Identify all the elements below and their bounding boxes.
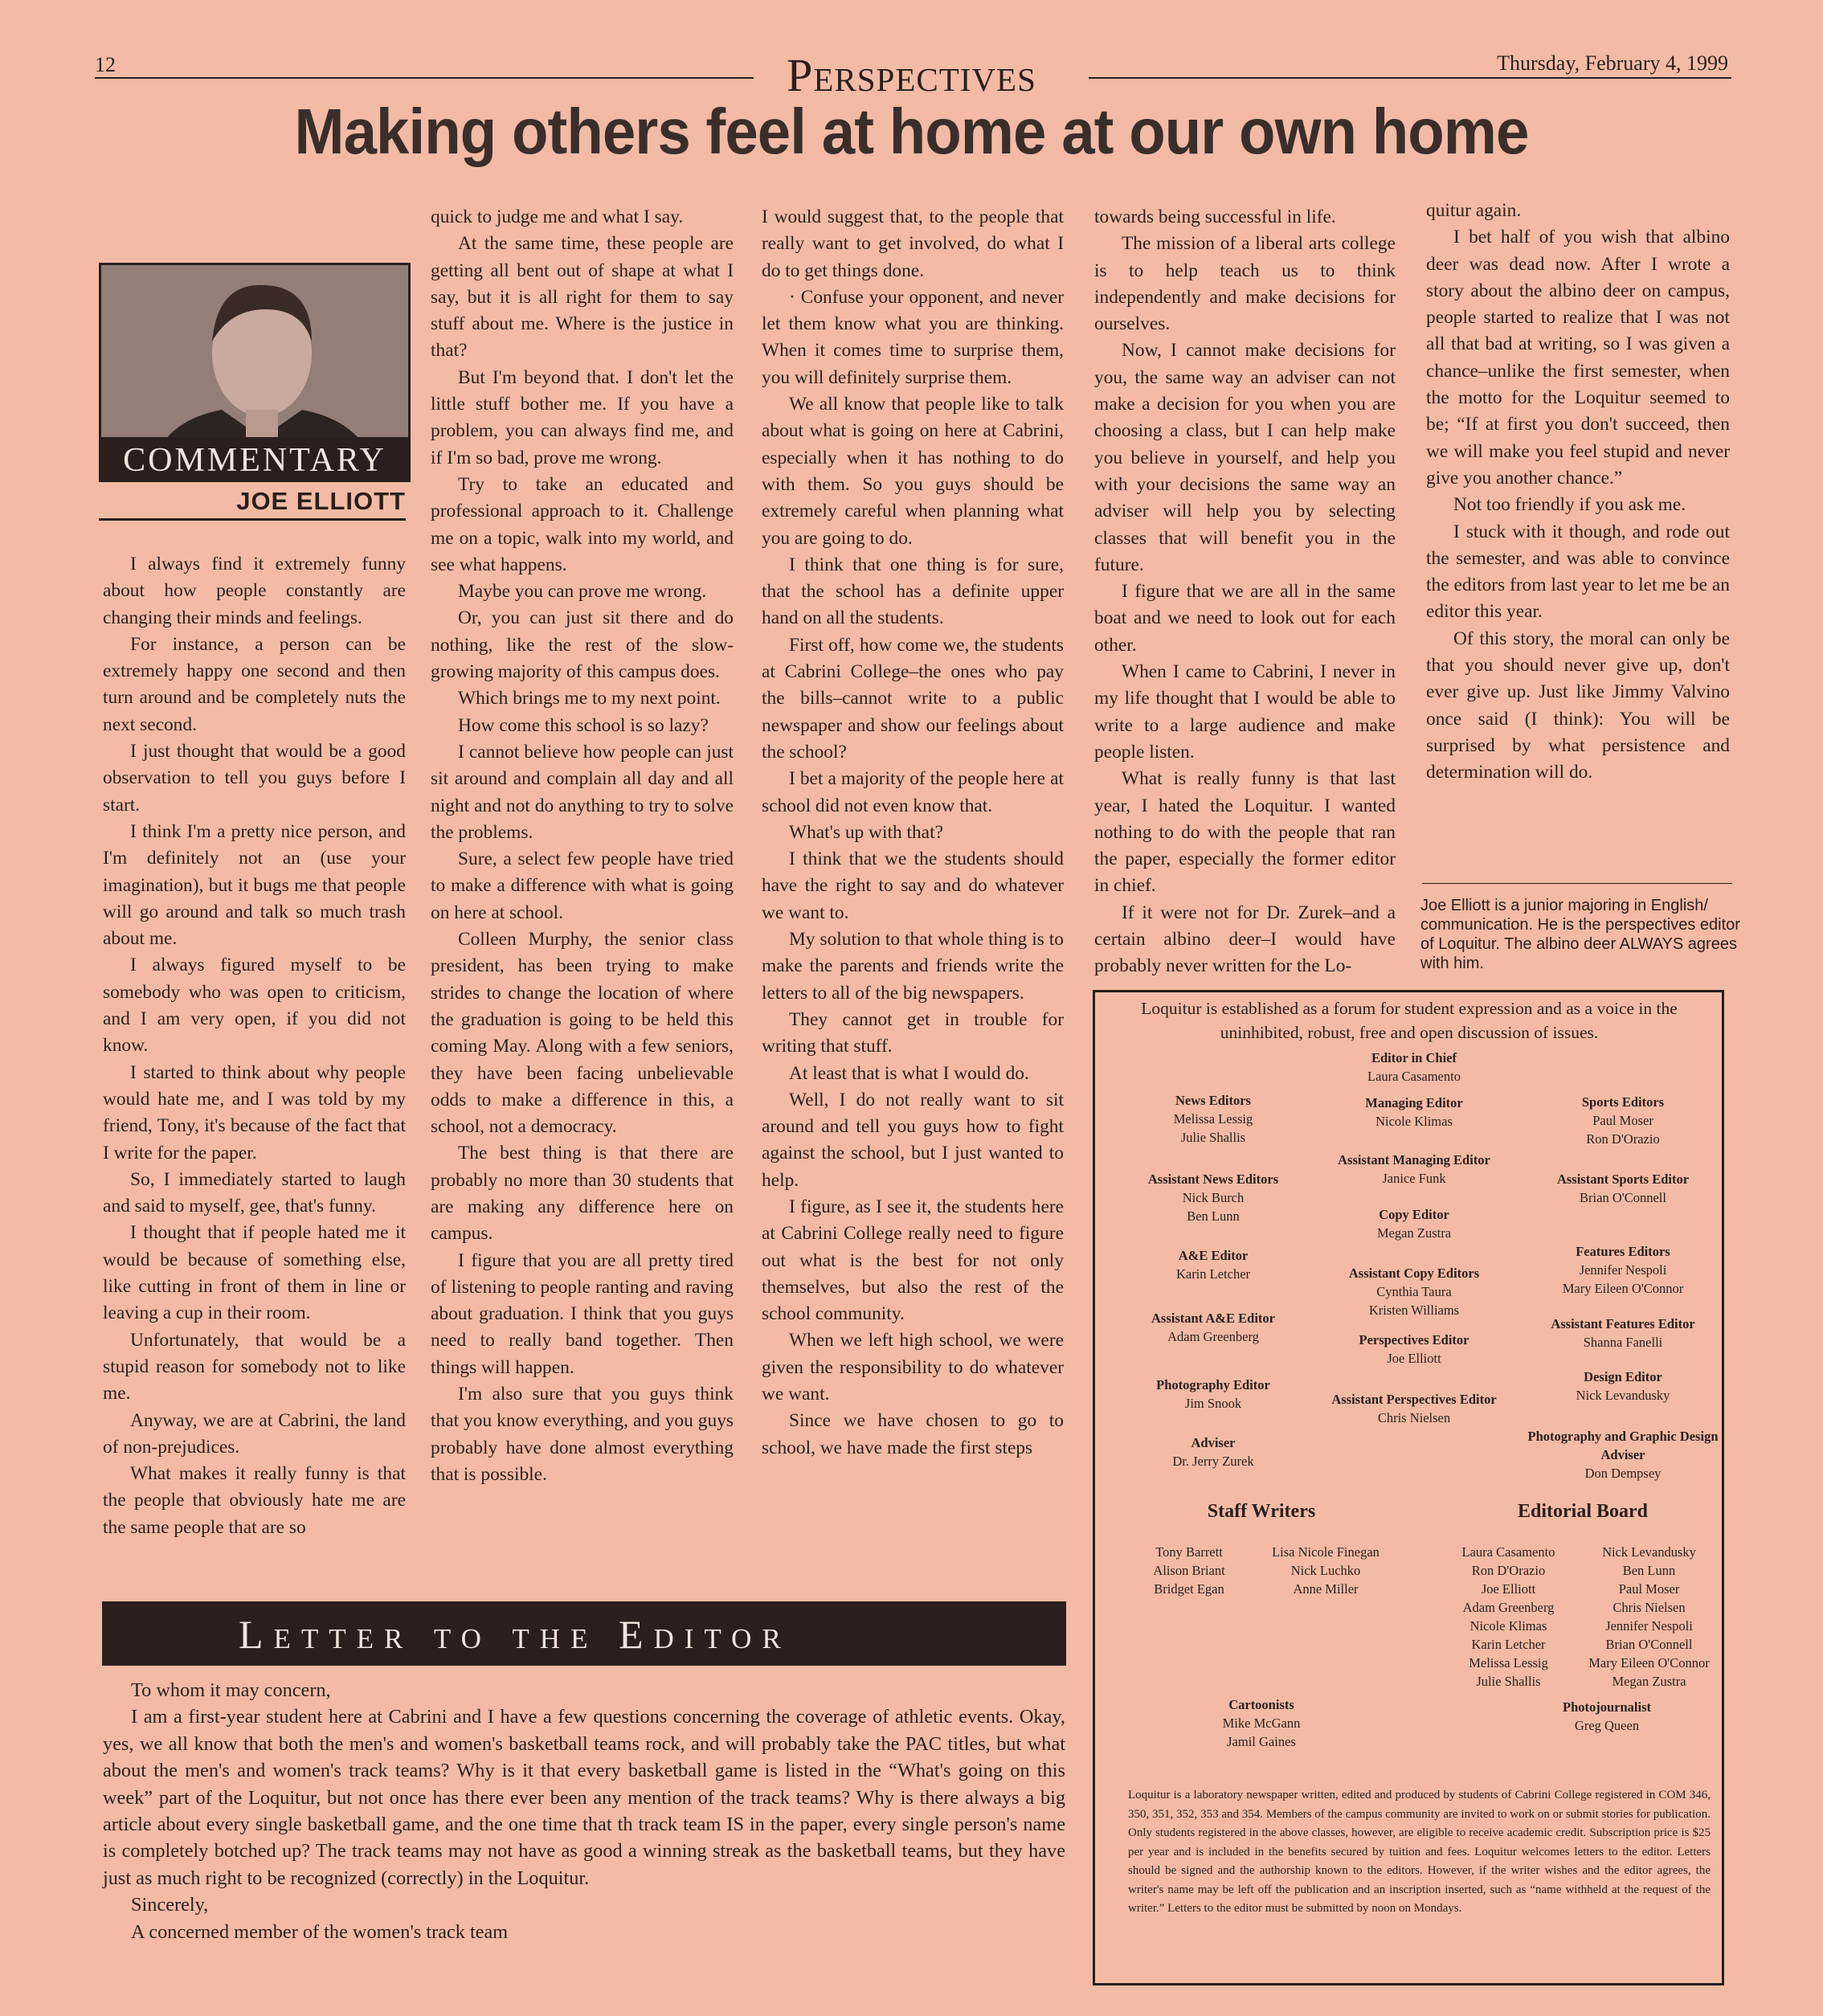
article-paragraph: Since we have chosen to go to school, we have made the first steps xyxy=(762,1410,1064,1458)
editorial-board-col2: Nick Levandusky Ben Lunn Paul Moser Chris Nielsen Jennifer Nespoli Brian O'Connell Mary Eileen O'Connor Megan Zustra xyxy=(1588,1544,1710,1689)
mh-ae: A&E Editor Karin Letcher xyxy=(1175,1248,1251,1282)
article-paragraph: I figure that you are all pretty tired of listening to people ranting and raving about graduation. I think that you guys need to really band together. Then things will happen. xyxy=(431,1249,734,1378)
article-paragraph: I always figured myself to be somebody who was open to criticism, and I am very open, if you did not know. xyxy=(103,955,406,1057)
article-paragraph: I think that we the students should have the right to say and do whatever we want to. xyxy=(762,849,1064,923)
article-paragraph: I'm also sure that you guys think that you know everything, and you guys probably have done almost everything that is possible. xyxy=(431,1384,734,1485)
article-paragraph: Colleen Murphy, the senior class president, has been trying to make strides to change the location of where the graduation is going to be held this coming May. Along with a few seniors, they have been facing unbelievable odds to make a difference in this, a school, not a democracy. xyxy=(431,929,734,1138)
article-column-3 xyxy=(762,204,1064,1462)
article-paragraph: Anyway, we are at Cabrini, the land of non-prejudices. xyxy=(103,1409,406,1458)
article-paragraph: I thought that if people hated me it would be because of something else, like cutting in front of them in line or leaving a cup in their room. xyxy=(103,1222,406,1324)
letter-text: I am a first-year student here at Cabrini and I have a few questions concerning the coverage of athletic events. Okay, yes, we all know that both the men's and women's basketball teams rock, and will probably take the PAC titles, but what about the men's and women's track teams? Why is it that every basketball game is listed in the “What's going on this week” part of the Loquitur, but not once has there ever been any mention of the track teams? Why is there always a big article about every single basketball game, and the one time that th track team IS in the paper, every single person's name is completely botched up? The track teams may not have as good a winning streak as the basketball teams, but they have just as much right to be recognized (correctly) in the Loquitur. xyxy=(103,1706,1065,1889)
article-paragraph: When I came to Cabrini, I never in my life thought that I would be able to write to a large audience and make people listen. xyxy=(1094,661,1396,763)
article-paragraph: If it were not for Dr. Zurek–and a certain albino deer–I would have probably never written for the Lo- xyxy=(1094,902,1396,977)
article-paragraph: The mission of a liberal arts college is to help teach us to think independently and make decisions for ourselves. xyxy=(1094,233,1396,335)
headline: Making others feel at home at our own home xyxy=(294,96,1529,167)
article-paragraph: Of this story, the moral can only be that you should never give up, don't ever give up. Just like Jimmy Valvino once said (I think): You will be surprised by what persistence and determination will do. xyxy=(1426,628,1730,783)
mh-sports: Sports Editors Paul Moser Ron D'Orazio xyxy=(1581,1094,1665,1147)
editorial-board-title: Editorial Board xyxy=(1517,1501,1648,1522)
article-paragraph: Not too friendly if you ask me. xyxy=(1453,494,1686,516)
article-paragraph: I think that one thing is for sure, that the school has a definite upper hand on all the students. xyxy=(762,554,1064,629)
article-paragraph: towards being successful in life. xyxy=(1094,207,1336,227)
article-paragraph: Unfortunately, that would be a stupid reason for somebody not to like me. xyxy=(103,1329,406,1405)
letter-salutation: To whom it may concern, xyxy=(131,1679,331,1701)
mh-photography: Photography Editor Jim Snook xyxy=(1156,1377,1270,1411)
article-column-4 xyxy=(1094,204,1396,980)
article-paragraph: I stuck with it though, and rode out the semester, and was able to convince the editors from last year to let me be an editor this year. xyxy=(1426,521,1730,623)
issue-date: Thursday, February 4, 1999 xyxy=(1497,51,1728,75)
commentary-label: COMMENTARY xyxy=(99,437,411,482)
article-paragraph: I bet half of you wish that albino deer was dead now. After I wrote a story about the albino deer on campus, people started to realize that I was not all that bad at writing, so I was given a chance–unlike the first semester, when the motto for the Loquitur seemed to be; “If at first you don't succeed, then we will make you feel stupid and never give you another chance.” xyxy=(1426,227,1730,489)
letter-banner: Letter to the Editor xyxy=(102,1601,1066,1666)
article-column-5 xyxy=(1426,198,1730,787)
byline-rule xyxy=(99,518,406,521)
article-paragraph: · Confuse your opponent, and never let them know what you are thinking. When it comes time to surprise them, you will definitely surprise them. xyxy=(762,286,1064,388)
article-paragraph: I figure that we are all in the same boat and we need to look out for each other. xyxy=(1094,581,1396,656)
section-title: Perspectives xyxy=(769,49,1054,101)
article-paragraph: How come this school is so lazy? xyxy=(458,714,709,736)
mh-design: Design Editor Nick Levandusky xyxy=(1576,1369,1670,1403)
author-bio: Joe Elliott is a junior majoring in English/ communication. He is the perspectives editor of Loquitur. The albino deer ALWAYS agrees with him. xyxy=(1420,897,1740,972)
mh-asst-sports: Assistant Sports Editor Brian O'Connell xyxy=(1556,1172,1690,1205)
article-paragraph: Or, you can just sit there and do nothing, like the rest of the slow-growing majority of this campus does. xyxy=(431,607,734,683)
author-byline: JOE ELLIOTT xyxy=(236,487,406,515)
article-paragraph: The best thing is that there are probably no more than 30 students that are making any difference here on campus. xyxy=(431,1143,734,1245)
mh-photojournalist: Photojournalist Greg Queen xyxy=(1562,1699,1651,1733)
article-paragraph: Try to take an educated and professional approach to it. Challenge me on a topic, walk into my world, and see what happens. xyxy=(431,473,734,575)
article-paragraph: My solution to that whole thing is to make the parents and friends write the letters to all of the big newspapers. xyxy=(762,929,1064,1004)
article-paragraph: What's up with that? xyxy=(789,821,943,843)
mh-asst-features: Assistant Features Editor Shanna Fanelli xyxy=(1551,1316,1695,1350)
editorial-board-col1: Laura Casamento Ron D'Orazio Joe Elliott Adam Greenberg Nicole Klimas Karin Letcher Melissa Lessig Julie Shallis xyxy=(1461,1544,1555,1689)
article-paragraph: I think I'm a pretty nice person, and I'm definitely not an (use your imagination), but it bugs me that people will go around and talk so much trash about me. xyxy=(103,820,406,950)
article-paragraph: What makes it really funny is that the people that obviously hate me are the same people that are so xyxy=(103,1463,406,1538)
letter-closing: Sincerely, xyxy=(131,1894,209,1916)
page-number: 12 xyxy=(95,53,116,76)
article-paragraph: quick to judge me and what I say. xyxy=(431,207,684,227)
article-paragraph: I bet a majority of the people here at school did not even know that. xyxy=(762,768,1064,816)
article-paragraph: But I'm beyond that. I don't let the little stuff bother me. If you have a problem, you can always find me, and if I'm so bad, prove me wrong. xyxy=(431,366,734,468)
article-paragraph: I would suggest that, to the people that really want to get involved, do what I do to get things done. xyxy=(762,207,1064,281)
mh-asst-managing: Assistant Managing Editor Janice Funk xyxy=(1338,1152,1490,1186)
mh-asst-news: Assistant News Editors Nick Burch Ben Lunn xyxy=(1147,1172,1279,1224)
article-paragraph: What is really funny is that last year, I hated the Loquitur. I wanted nothing to do with the people that ran the paper, especially the former editor in chief. xyxy=(1094,768,1396,897)
article-column-1 xyxy=(103,551,406,1541)
article-column-2 xyxy=(431,204,734,1488)
staff-writers-col1: Tony Barrett Alison Briant Bridget Egan xyxy=(1153,1544,1225,1597)
article-paragraph: For instance, a person can be extremely happy one second and then turn around and be completely nuts the next second. xyxy=(103,633,406,735)
article-paragraph: Which brings me to my next point. xyxy=(458,688,721,709)
mh-photo-graphic: Photography and Graphic Design Adviser Don Dempsey xyxy=(1527,1429,1719,1481)
staff-writers-title: Staff Writers xyxy=(1207,1501,1316,1522)
mh-asst-ae: Assistant A&E Editor Adam Greenberg xyxy=(1151,1311,1276,1344)
article-paragraph: I started to think about why people would hate me, and I was told by my friend, Tony, it's because of the fact that I write for the paper. xyxy=(103,1061,406,1163)
article-paragraph: We all know that people like to talk about what is going on here at Cabrini, especially when it has nothing to do with them. So you guys should be extremely careful when planning what you are going to do. xyxy=(762,394,1064,549)
letter-body xyxy=(103,1677,1065,1945)
mh-asst-copy: Assistant Copy Editors Cynthia Taura Kristen Williams xyxy=(1348,1266,1480,1318)
staff-writers-col2: Lisa Nicole Finegan Nick Luchko Anne Miller xyxy=(1272,1544,1380,1597)
mh-copy: Copy Editor Megan Zustra xyxy=(1376,1207,1452,1241)
article-paragraph: When we left high school, we were given the responsibility to do whatever we want. xyxy=(762,1330,1064,1405)
article-paragraph: I figure, as I see it, the students here at Cabrini College really need to figure out what is the best for not only themselves, but also the rest of the school community. xyxy=(762,1196,1064,1325)
mh-managing: Managing Editor Nicole Klimas xyxy=(1365,1095,1463,1129)
article-paragraph: quitur again. xyxy=(1426,200,1522,221)
mh-features: Features Editors Jennifer Nespoli Mary Eileen O'Connor xyxy=(1562,1244,1684,1296)
mh-editor-in-chief: Editor in Chief Laura Casamento xyxy=(1367,1050,1461,1084)
mh-cartoonists: Cartoonists Mike McGann Jamil Gaines xyxy=(1222,1697,1301,1749)
article-paragraph: I just thought that would be a good observation to tell you guys before I start. xyxy=(103,741,406,816)
mh-adviser: Adviser Dr. Jerry Zurek xyxy=(1172,1435,1254,1469)
article-paragraph: I cannot believe how people can just sit around and complain all day and all night and not do anything to try to solve the problems. xyxy=(431,741,734,843)
masthead-footer: Loquitur is a laboratory newspaper written, edited and produced by students of Cabrini College registered in COM 346, 350, 351, 352, 353 and 354. Members of the campus community are invited to work on or submit stories for publication. Only students registered in the above classes, however, are eligible to receive academic credit. Subscription price is $25 per year and is included in the benefits secured by tuition and fees. Loquitur welcomes letters to the editor. Letters should be signed and the authorship known to the editors. However, if the writer wishes and the editor agrees, the writer's name may be left off the publication and an inscription inserted, such as “name withheld at the request of the writer.” Letters to the editor must be submitted by noon on Mondays. xyxy=(1128,1789,1711,1915)
mh-news: News Editors Melissa Lessig Julie Shallis xyxy=(1173,1093,1253,1145)
mh-perspectives: Perspectives Editor Joe Elliott xyxy=(1359,1332,1469,1366)
masthead-mission: Loquitur is established as a forum for student expression and as a voice in the uninhibited, robust, free and open discussion of issues. xyxy=(1141,999,1678,1042)
article-paragraph: I always find it extremely funny about how people constantly are changing their minds and feelings. xyxy=(103,554,406,628)
article-paragraph: At the same time, these people are getting all bent out of shape at what I say, but it is all right for them to say stuff about me. Where is the justice in that? xyxy=(431,233,734,362)
mh-asst-perspectives: Assistant Perspectives Editor Chris Nielsen xyxy=(1331,1392,1497,1425)
article-paragraph: At least that is what I would do. xyxy=(789,1062,1029,1084)
bio-rule xyxy=(1422,883,1732,884)
letter-signature: A concerned member of the women's track team xyxy=(131,1920,509,1943)
article-paragraph: Maybe you can prove me wrong. xyxy=(458,581,707,603)
article-paragraph: Now, I cannot make decisions for you, the same way an adviser can not make a decision for you when you are choosing a class, but I can help make you believe in yourself, and help you with your decisions the same way an adviser will help you by selecting classes that will benefit you in the future. xyxy=(1094,340,1396,575)
article-paragraph: Well, I do not really want to sit around and tell you guys how to fight against the school, but I just wanted to help. xyxy=(762,1089,1064,1191)
article-paragraph: Sure, a select few people have tried to make a difference with what is going on here at school. xyxy=(431,849,734,923)
article-paragraph: First off, how come we, the students at Cabrini College–the ones who pay the bills–cannot write to a public newspaper and show our feelings about the school? xyxy=(762,634,1064,763)
article-paragraph: So, I immediately started to laugh and said to myself, gee, that's funny. xyxy=(103,1168,406,1217)
article-paragraph: They cannot get in trouble for writing that stuff. xyxy=(762,1008,1064,1057)
